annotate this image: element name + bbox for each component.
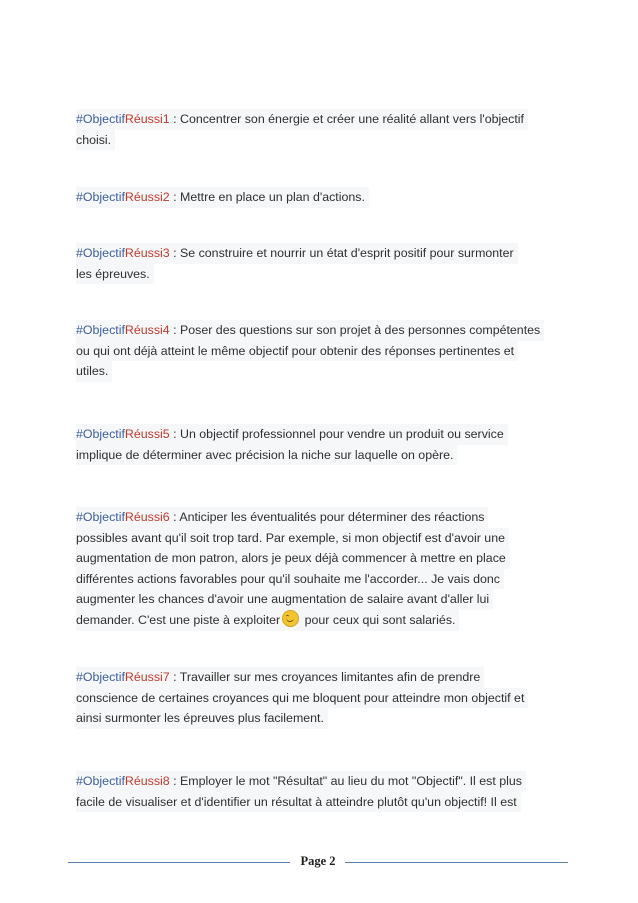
hashtag-suffix: Réussi2	[124, 190, 170, 204]
entry-line: possibles avant qu'il soit trop tard. Par exemple, si mon objectif est d'avoir une	[76, 528, 509, 549]
entry-line: différentes actions favorables pour qu'il souhaite me l'accorder... Je vais donc	[76, 569, 504, 590]
entry-line: implique de déterminer avec précision la niche sur laquelle on opère.	[76, 445, 457, 466]
smiley-emoji-icon	[282, 610, 299, 627]
hashtag-prefix: #Objectif	[76, 427, 125, 441]
entry-line	[76, 667, 484, 688]
hashtag-prefix: #Objectif	[76, 510, 125, 524]
entry-8	[76, 771, 566, 812]
entry-line: ainsi surmonter les épreuves plus facilement.	[76, 708, 328, 729]
entry-line: augmenter les chances d'avoir une augmentation de salaire avant d'aller lui	[76, 589, 493, 610]
entry-line: augmentation de mon patron, alors je peux déjà commencer à mettre en place	[76, 548, 510, 569]
hashtag-prefix: #Objectif	[76, 190, 125, 204]
hashtag-suffix: Réussi3	[124, 246, 170, 260]
entry-1	[76, 109, 566, 150]
hashtag-suffix: Réussi7	[124, 670, 170, 684]
hashtag-suffix: Réussi6	[124, 510, 170, 524]
entry-line	[76, 610, 459, 631]
hashtag-prefix: #Objectif	[76, 246, 125, 260]
entry-text: : Se construire et nourrir un état d'esprit positif pour surmonter	[169, 246, 514, 260]
entry-line	[76, 109, 528, 130]
entry-line: utiles.	[76, 361, 112, 382]
hashtag-suffix: Réussi5	[124, 427, 170, 441]
entry-text: demander. C'est une piste à exploiter	[76, 612, 281, 627]
page-footer	[68, 852, 568, 872]
entry-5	[76, 424, 566, 465]
entry-line: choisi.	[76, 130, 115, 151]
footer-rule-left	[68, 862, 290, 863]
entry-3	[76, 243, 566, 284]
hashtag-suffix: Réussi8	[124, 774, 170, 788]
entry-line	[76, 507, 488, 528]
entry-line	[76, 424, 508, 445]
entry-text: pour ceux qui sont salariés.	[301, 612, 456, 627]
hashtag-prefix: #Objectif	[76, 323, 125, 337]
entry-7	[76, 667, 566, 729]
entry-line	[76, 320, 544, 341]
entry-text: : Mettre en place un plan d'actions.	[169, 190, 365, 204]
entry-line: ou qui ont déjà atteint le même objectif pour obtenir des réponses pertinentes et	[76, 341, 518, 362]
hashtag-suffix: Réussi4	[124, 323, 170, 337]
entry-text: : Travailler sur mes croyances limitantes afin de prendre	[169, 670, 481, 684]
entry-4	[76, 320, 566, 382]
footer-rule-right	[345, 862, 568, 863]
hashtag-prefix: #Objectif	[76, 774, 125, 788]
entry-text: : Poser des questions sur son projet à des personnes compétentes	[169, 323, 541, 337]
page-number: Page 2	[300, 854, 336, 868]
entry-line	[76, 243, 518, 264]
hashtag-prefix: #Objectif	[76, 112, 125, 126]
hashtag-suffix: Réussi1	[124, 112, 170, 126]
entry-line: conscience de certaines croyances qui me bloquent pour atteindre mon objectif et	[76, 688, 528, 709]
entry-text: : Concentrer son énergie et créer une réalité allant vers l'objectif	[169, 112, 524, 126]
entry-6	[76, 507, 566, 631]
entry-line	[76, 771, 526, 792]
entry-text: : Anticiper les éventualités pour déterminer des réactions	[169, 510, 485, 524]
hashtag-prefix: #Objectif	[76, 670, 125, 684]
entry-line: facile de visualiser et d'identifier un résultat à atteindre plutôt qu'un objectif! Il est	[76, 792, 521, 813]
entry-line	[76, 187, 369, 208]
entry-2	[76, 187, 566, 208]
entry-text: : Un objectif professionnel pour vendre un produit ou service	[169, 427, 504, 441]
entry-line: les épreuves.	[76, 264, 154, 285]
entry-text: : Employer le mot "Résultat" au lieu du mot "Objectif". Il est plus	[169, 774, 522, 788]
